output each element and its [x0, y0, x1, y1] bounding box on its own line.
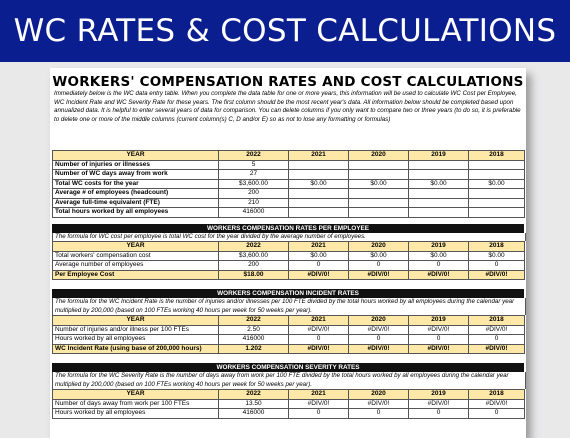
- value-cell: #DIV/0!: [349, 270, 409, 280]
- value-cell: 0: [469, 335, 525, 345]
- value-cell[interactable]: [349, 160, 409, 170]
- table-row: [53, 208, 525, 218]
- value-cell: $3,600.00: [219, 251, 289, 261]
- year-cell: 2018: [469, 242, 525, 252]
- value-cell: $0.00: [409, 251, 469, 261]
- incident-year-header-row: [53, 316, 525, 326]
- value-cell: 0: [349, 335, 409, 345]
- value-cell: #DIV/0!: [409, 325, 469, 335]
- value-cell: 0: [349, 409, 409, 419]
- value-cell[interactable]: $0.00: [289, 179, 349, 189]
- value-cell: #DIV/0!: [349, 399, 409, 409]
- table-row: [53, 179, 525, 189]
- value-cell[interactable]: [409, 170, 469, 180]
- year-label-cell: YEAR: [53, 316, 219, 326]
- table-row: [53, 325, 525, 335]
- severity-table: [52, 389, 525, 419]
- row-label-cell: Hours worked by all employees: [53, 335, 219, 345]
- spreadsheet-page: [50, 68, 526, 438]
- value-cell: 200: [219, 261, 289, 271]
- value-cell: $0.00: [289, 251, 349, 261]
- value-cell: #DIV/0!: [469, 344, 525, 354]
- table-row: [53, 335, 525, 345]
- value-cell: 0: [289, 335, 349, 345]
- value-cell[interactable]: 5: [219, 160, 289, 170]
- row-label-cell: Average # of employees (headcount): [53, 189, 219, 199]
- year-cell: 2021: [289, 151, 349, 161]
- value-cell[interactable]: [469, 170, 525, 180]
- value-cell: 0: [349, 261, 409, 271]
- value-cell[interactable]: [349, 170, 409, 180]
- year-cell: 2020: [349, 242, 409, 252]
- year-cell: 2020: [349, 316, 409, 326]
- table-row: [53, 251, 525, 261]
- value-cell[interactable]: [469, 189, 525, 199]
- value-cell[interactable]: [409, 198, 469, 208]
- value-cell[interactable]: [349, 208, 409, 218]
- value-cell[interactable]: $0.00: [409, 179, 469, 189]
- value-cell[interactable]: 27: [219, 170, 289, 180]
- value-cell: #DIV/0!: [349, 344, 409, 354]
- value-cell: #DIV/0!: [349, 325, 409, 335]
- value-cell[interactable]: [409, 189, 469, 199]
- table-row: [53, 170, 525, 180]
- value-cell[interactable]: $0.00: [349, 179, 409, 189]
- per-employee-year-header-row: [53, 242, 525, 252]
- value-cell[interactable]: 416000: [219, 208, 289, 218]
- value-cell: #DIV/0!: [409, 270, 469, 280]
- value-cell[interactable]: [349, 198, 409, 208]
- value-cell: 0: [469, 261, 525, 271]
- year-cell: 2018: [469, 390, 525, 400]
- value-cell[interactable]: [289, 198, 349, 208]
- row-label-cell: Number of injuries or illnesses: [53, 160, 219, 170]
- year-cell: 2022: [219, 390, 289, 400]
- incident-table: [52, 315, 525, 354]
- value-cell: #DIV/0!: [469, 399, 525, 409]
- value-cell[interactable]: [289, 208, 349, 218]
- year-cell: 2022: [219, 316, 289, 326]
- year-cell: 2022: [219, 151, 289, 161]
- row-label-cell: Number of WC days away from work: [53, 170, 219, 180]
- value-cell: #DIV/0!: [469, 270, 525, 280]
- banner: [0, 0, 570, 62]
- value-cell: #DIV/0!: [289, 344, 349, 354]
- per-employee-table: [52, 241, 525, 280]
- per-employee-note: The formula for WC cost per employee is total WC cost for the year divided by the average number of employees.: [52, 233, 526, 242]
- value-cell: 0: [409, 335, 469, 345]
- value-cell: 2.50: [219, 325, 289, 335]
- value-cell[interactable]: [409, 208, 469, 218]
- table-row: [53, 160, 525, 170]
- year-cell: 2019: [409, 151, 469, 161]
- severity-note: The formula for the WC Severity Rate is the number of days away from work per 100 FTE divided by the total hours worked by all employees during the calendar year multiplied by 200,000 (based on 100 FTEs working 40 hours per week for 50 weeks per year).: [52, 372, 526, 389]
- table-row: [53, 198, 525, 208]
- year-cell: 2019: [409, 316, 469, 326]
- value-cell: #DIV/0!: [289, 399, 349, 409]
- value-cell: 0: [289, 261, 349, 271]
- row-label-cell: Number of days away from work per 100 FTEs: [53, 399, 219, 409]
- row-label-cell: WC Incident Rate (using base of 200,000 hours): [53, 344, 219, 354]
- value-cell: 416000: [219, 409, 289, 419]
- incident-note: The formula for the WC Incident Rate is the number of injuries and/or illnesses per 100 FTE divided by the total hours worked by all employees during the calendar year multiplied by 200,000 (based on 100 FTEs working 40 hours per week for 50 weeks per year).: [52, 298, 526, 315]
- value-cell[interactable]: [409, 160, 469, 170]
- year-label-cell: YEAR: [53, 151, 219, 161]
- year-cell: 2021: [289, 390, 349, 400]
- value-cell[interactable]: [349, 189, 409, 199]
- row-label-cell: Per Employee Cost: [53, 270, 219, 280]
- table-row: [53, 409, 525, 419]
- year-cell: 2020: [349, 151, 409, 161]
- value-cell[interactable]: 200: [219, 189, 289, 199]
- year-cell: 2019: [409, 390, 469, 400]
- value-cell[interactable]: [289, 189, 349, 199]
- year-cell: 2019: [409, 242, 469, 252]
- row-label-cell: Total hours worked by all employees: [53, 208, 219, 218]
- value-cell: 13.50: [219, 399, 289, 409]
- data-entry-table: [52, 150, 525, 218]
- value-cell[interactable]: [469, 208, 525, 218]
- intro-text: Immediately below is the WC data entry table. When you complete the data table for one or more years, this information will be used to calculate WC Cost per Employee, WC Incident Rate and WC Severity Rate for these years. The first column should be the most recent year's data. All information below should be completed based upon annualized data. It is helpful to enter several years of data for comparison. You can delete columns if you only want to compare two or three years (to do so, it is preferable to delete one or more of the middle columns (current column(s) C, D and/or E) so as not to lose any formatting or formulas): [54, 90, 521, 123]
- value-cell: 0: [469, 409, 525, 419]
- year-cell: 2021: [289, 242, 349, 252]
- table-row: [53, 399, 525, 409]
- value-cell[interactable]: [289, 170, 349, 180]
- row-label-cell: Average full-time equivalent (FTE): [53, 198, 219, 208]
- year-cell: 2020: [349, 390, 409, 400]
- value-cell: #DIV/0!: [409, 344, 469, 354]
- year-label-cell: YEAR: [53, 390, 219, 400]
- year-cell: 2021: [289, 316, 349, 326]
- value-cell: $0.00: [349, 251, 409, 261]
- value-cell: $18.00: [219, 270, 289, 280]
- value-cell: #DIV/0!: [289, 270, 349, 280]
- data-year-header-row: [53, 151, 525, 161]
- row-label-cell: Hours worked by all employees: [53, 409, 219, 419]
- year-cell: 2018: [469, 151, 525, 161]
- value-cell: 0: [289, 409, 349, 419]
- table-row: [53, 344, 525, 354]
- severity-year-header-row: [53, 390, 525, 400]
- value-cell[interactable]: [469, 198, 525, 208]
- row-label-cell: Total WC costs for the year: [53, 179, 219, 189]
- year-cell: 2018: [469, 316, 525, 326]
- value-cell: #DIV/0!: [469, 325, 525, 335]
- sheet-title: WORKERS' COMPENSATION RATES AND COST CALCULATIONS: [52, 74, 524, 90]
- row-label-cell: Number of injuries and/or illness per 100 FTEs: [53, 325, 219, 335]
- value-cell: 0: [409, 409, 469, 419]
- value-cell[interactable]: [289, 160, 349, 170]
- value-cell[interactable]: $3,600.00: [219, 179, 289, 189]
- year-label-cell: YEAR: [53, 242, 219, 252]
- value-cell: $0.00: [469, 251, 525, 261]
- value-cell: 0: [409, 261, 469, 271]
- value-cell: #DIV/0!: [409, 399, 469, 409]
- row-label-cell: Total workers' compensation cost: [53, 251, 219, 261]
- table-row: [53, 189, 525, 199]
- year-cell: 2022: [219, 242, 289, 252]
- incident-header: WORKERS COMPENSATION INCIDENT RATES: [52, 289, 524, 298]
- value-cell: 416000: [219, 335, 289, 345]
- severity-header: WORKERS COMPENSATION SEVERITY RATES: [52, 363, 524, 372]
- value-cell[interactable]: $0.00: [469, 179, 525, 189]
- table-row: [53, 261, 525, 271]
- value-cell[interactable]: 210: [219, 198, 289, 208]
- value-cell: 1.202: [219, 344, 289, 354]
- value-cell: #DIV/0!: [289, 325, 349, 335]
- row-label-cell: Average number of employees: [53, 261, 219, 271]
- value-cell[interactable]: [469, 160, 525, 170]
- table-row: [53, 270, 525, 280]
- per-employee-header: WORKERS COMPENSATION RATES PER EMPLOYEE: [52, 224, 524, 233]
- banner-title: WC RATES & COST CALCULATIONS: [13, 13, 557, 49]
